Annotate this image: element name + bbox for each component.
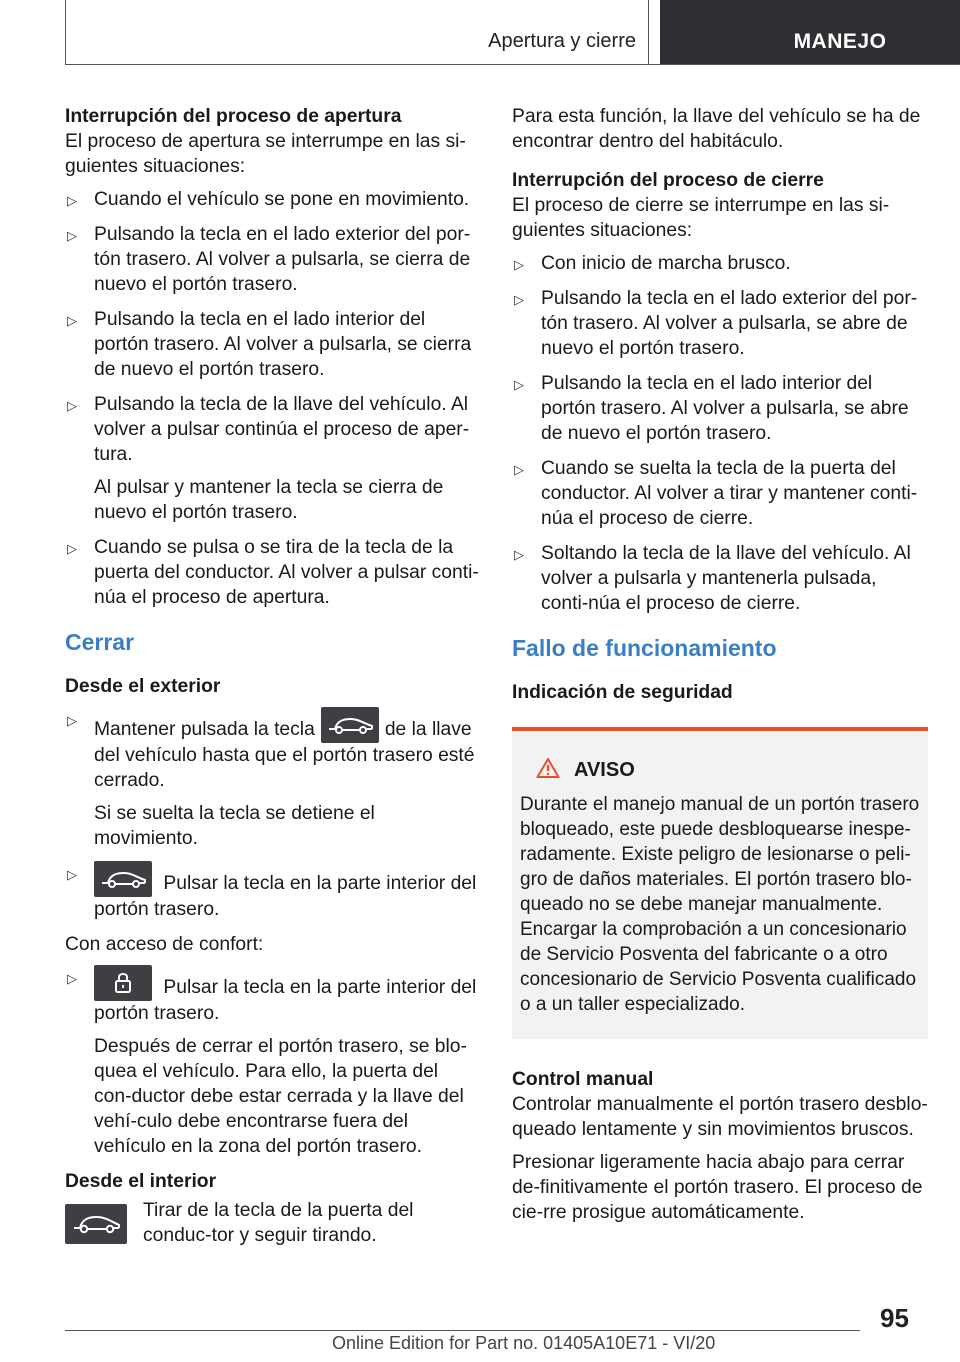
list-item-subtext: Después de cerrar el portón trasero, se blo-quea el vehículo. Para ello, la puerta del con-ductor debe estar cerrada y la llave del vehí-culo debe encontrarse fuera del vehículo en la zona del portón trasero. xyxy=(94,1036,467,1157)
list-item xyxy=(65,307,480,382)
right-column xyxy=(512,104,928,1225)
list-item-text: Cuando se pulsa o se tira de la tecla de la puerta del conductor. Al volver a pulsar conti-núa el proceso de apertura. xyxy=(94,537,479,608)
list-item-text: de la llave del vehículo hasta que el portón trasero esté cerrado. xyxy=(94,719,475,791)
list-item-text: Pulsando la tecla en el lado interior del portón trasero. Al volver a pulsarla, se cierra de nuevo el portón trasero. xyxy=(94,309,472,380)
list-item xyxy=(512,456,928,531)
triangle-bullet-icon: ▷ xyxy=(514,377,524,392)
paragraph-control-manual-1: Controlar manualmente el portón trasero desblo-queado lentamente y sin movimientos bruscos. xyxy=(512,1094,928,1140)
list-item xyxy=(65,187,480,212)
triangle-bullet-icon: ▷ xyxy=(514,547,524,562)
list-item xyxy=(65,535,480,610)
car-tailgate-icon xyxy=(321,707,379,743)
list-item-text: Pulsando la tecla de la llave del vehículo. Al volver a pulsar continúa el proceso de aper-tura. xyxy=(94,394,470,465)
list-item-text: Pulsando la tecla en el lado exterior del por-tón trasero. Al volver a pulsarla, se abre de nuevo el portón trasero. xyxy=(541,288,918,359)
interior-instruction xyxy=(65,1198,480,1248)
list-desde-exterior xyxy=(65,707,480,922)
paragraph-control-manual-2: Presionar ligeramente hacia abajo para cerrar de-finitivamente el portón trasero. El proceso de cie-rre prosigue automáticamente. xyxy=(512,1152,923,1223)
car-tailgate-icon xyxy=(94,861,152,897)
warning-title-text: AVISO xyxy=(574,759,635,781)
warning-text: Durante el manejo manual de un portón trasero bloqueado, este puede desbloquearse inespe-radamente. Existe peligro de lesionarse o peli-gro de daños materiales. El portón trasero blo-queado no se debe manejar manualmente. Encargar la comprobación a un concesionario de Servicio Posventa del fabricante o a otro concesionario de Servicio Posventa cualificado o a un taller especializado. xyxy=(520,794,920,1015)
heading-control-manual: Control manual xyxy=(512,1069,654,1090)
paragraph-llave-habitaculo: Para esta función, la llave del vehículo se ha de encontrar dentro del habitáculo. xyxy=(512,106,921,152)
list-item xyxy=(512,371,928,446)
list-item-text: Mantener pulsada la tecla xyxy=(94,719,315,740)
heading-desde-interior: Desde el interior xyxy=(65,1171,217,1192)
warning-triangle-icon xyxy=(536,757,560,786)
heading-interrupcion-apertura: Interrupción del proceso de apertura xyxy=(65,106,402,127)
list-item xyxy=(65,965,480,1159)
list-interrupcion-cierre xyxy=(512,251,928,616)
list-interrupcion-apertura xyxy=(65,187,480,610)
triangle-bullet-icon: ▷ xyxy=(67,541,77,556)
header-left-tick xyxy=(65,0,66,64)
footer-edition: Online Edition for Part no. 01405A10E71 - VI/20 xyxy=(332,1333,716,1353)
triangle-bullet-icon: ▷ xyxy=(67,971,77,986)
car-tailgate-icon xyxy=(65,1204,127,1244)
paragraph-apertura-intro: El proceso de apertura se interrumpe en las si-guientes situaciones: xyxy=(65,131,466,177)
list-item-text: Pulsando la tecla en el lado interior del portón trasero. Al volver a pulsarla, se abre de nuevo el portón trasero. xyxy=(541,373,909,444)
left-column xyxy=(65,104,480,1248)
header-section-title: Apertura y cierre xyxy=(488,30,636,52)
list-item-text: Cuando se suelta la tecla de la puerta del conductor. Al volver a tirar y mantener conti-núa el proceso de cierre. xyxy=(541,458,918,529)
list-item xyxy=(512,286,928,361)
header-rule xyxy=(65,64,960,65)
section-title-cerrar: Cerrar xyxy=(65,629,135,655)
warning-title xyxy=(536,757,920,786)
triangle-bullet-icon: ▷ xyxy=(67,713,77,728)
list-item xyxy=(65,861,480,922)
list-item-subtext: Si se suelta la tecla se detiene el movimiento. xyxy=(94,803,375,849)
triangle-bullet-icon: ▷ xyxy=(67,398,77,413)
list-item-text: Pulsar la tecla en la parte interior del portón trasero. xyxy=(94,977,477,1024)
list-item-text: Cuando el vehículo se pone en movimiento. xyxy=(94,189,470,210)
heading-interrupcion-cierre: Interrupción del proceso de cierre xyxy=(512,170,824,191)
triangle-bullet-icon: ▷ xyxy=(514,292,524,307)
page-number: 95 xyxy=(880,1303,909,1333)
list-acceso-confort xyxy=(65,965,480,1159)
heading-desde-exterior: Desde el exterior xyxy=(65,676,221,697)
list-item xyxy=(512,251,928,276)
triangle-bullet-icon: ▷ xyxy=(514,257,524,272)
footer-rule xyxy=(65,1330,860,1331)
list-item-text: Pulsar la tecla en la parte interior del portón trasero. xyxy=(94,873,477,920)
triangle-bullet-icon: ▷ xyxy=(514,462,524,477)
list-item xyxy=(65,392,480,525)
section-title-fallo: Fallo de funcionamiento xyxy=(512,635,777,661)
interior-text: Tirar de la tecla de la puerta del conduc-tor y seguir tirando. xyxy=(143,1200,414,1246)
triangle-bullet-icon: ▷ xyxy=(67,193,77,208)
header-section-divider xyxy=(648,0,649,64)
list-item-text: Pulsando la tecla en el lado exterior del por-tón trasero. Al volver a pulsarla, se cierra de nuevo el portón trasero. xyxy=(94,224,471,295)
warning-box xyxy=(512,727,928,1039)
paragraph-acceso-confort: Con acceso de confort: xyxy=(65,934,264,955)
paragraph-cierre-intro: El proceso de cierre se interrumpe en las si-guientes situaciones: xyxy=(512,195,890,241)
header-chapter-tab xyxy=(660,0,960,64)
list-item-text: Con inicio de marcha brusco. xyxy=(541,253,791,274)
triangle-bullet-icon: ▷ xyxy=(67,228,77,243)
triangle-bullet-icon: ▷ xyxy=(67,313,77,328)
header-chapter-label: MANEJO xyxy=(793,30,887,53)
heading-indicacion-seguridad: Indicación de seguridad xyxy=(512,682,733,703)
list-item-subtext: Al pulsar y mantener la tecla se cierra de nuevo el portón trasero. xyxy=(94,477,444,523)
list-item xyxy=(65,707,480,851)
list-item xyxy=(65,222,480,297)
list-item-text: Soltando la tecla de la llave del vehículo. Al volver a pulsarla y mantenerla pulsada, conti-núa el proceso de cierre. xyxy=(541,543,911,614)
list-item xyxy=(512,541,928,616)
lock-icon xyxy=(94,965,152,1001)
triangle-bullet-icon: ▷ xyxy=(67,867,77,882)
